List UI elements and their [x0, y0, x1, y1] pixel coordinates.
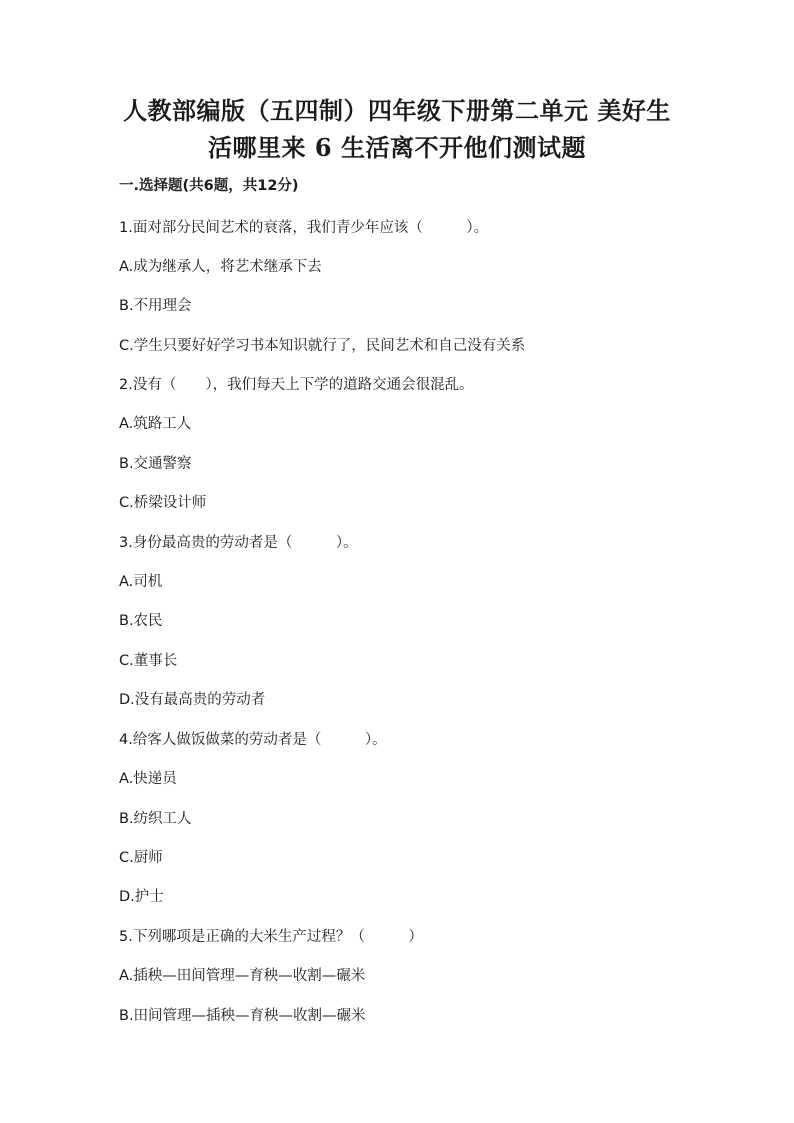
question-2-option-b: B.交通警察: [119, 456, 192, 472]
question-5-stem: 5.下列哪项是正确的大米生产过程？（ ）: [119, 929, 423, 945]
title-line-2: 活哪里来 6 生活离不开他们测试题: [208, 133, 586, 162]
question-3-option-c: C.董事长: [119, 653, 178, 669]
question-1-stem: 1.面对部分民间艺术的衰落，我们青少年应该（ ）。: [119, 220, 489, 236]
question-2-option-a: A.筑路工人: [119, 416, 192, 432]
question-4-stem: 4.给客人做饭做菜的劳动者是（ ）。: [119, 732, 387, 748]
document-title: [60, 92, 734, 166]
question-1-option-b: B.不用理会: [119, 298, 192, 314]
question-5-option-b: B.田间管理—插秧—育秧—收割—碾米: [119, 1008, 366, 1024]
question-5-option-a: A.插秧—田间管理—育秧—收割—碾米: [119, 968, 366, 984]
title-line-1: 人教部编版（五四制）四年级下册第二单元 美好生: [123, 96, 671, 125]
question-4-option-c: C.厨师: [119, 850, 163, 866]
question-4-option-b: B.纺织工人: [119, 811, 192, 827]
section-heading: 一.选择题(共6题，共12分): [119, 178, 299, 194]
question-1-option-a: A.成为继承人，将艺术继承下去: [119, 259, 322, 275]
question-4-option-d: D.护士: [119, 889, 164, 905]
question-3-option-a: A.司机: [119, 574, 163, 590]
question-1-option-c: C.学生只要好好学习书本知识就行了，民间艺术和自己没有关系: [119, 338, 526, 354]
question-3-option-d: D.没有最高贵的劳动者: [119, 692, 266, 708]
question-3-option-b: B.农民: [119, 613, 163, 629]
question-3-stem: 3.身份最高贵的劳动者是（ ）。: [119, 535, 358, 551]
question-4-option-a: A.快递员: [119, 771, 177, 787]
question-2-option-c: C.桥梁设计师: [119, 495, 207, 511]
question-2-stem: 2.没有（ ），我们每天上下学的道路交通会很混乱。: [119, 377, 474, 393]
